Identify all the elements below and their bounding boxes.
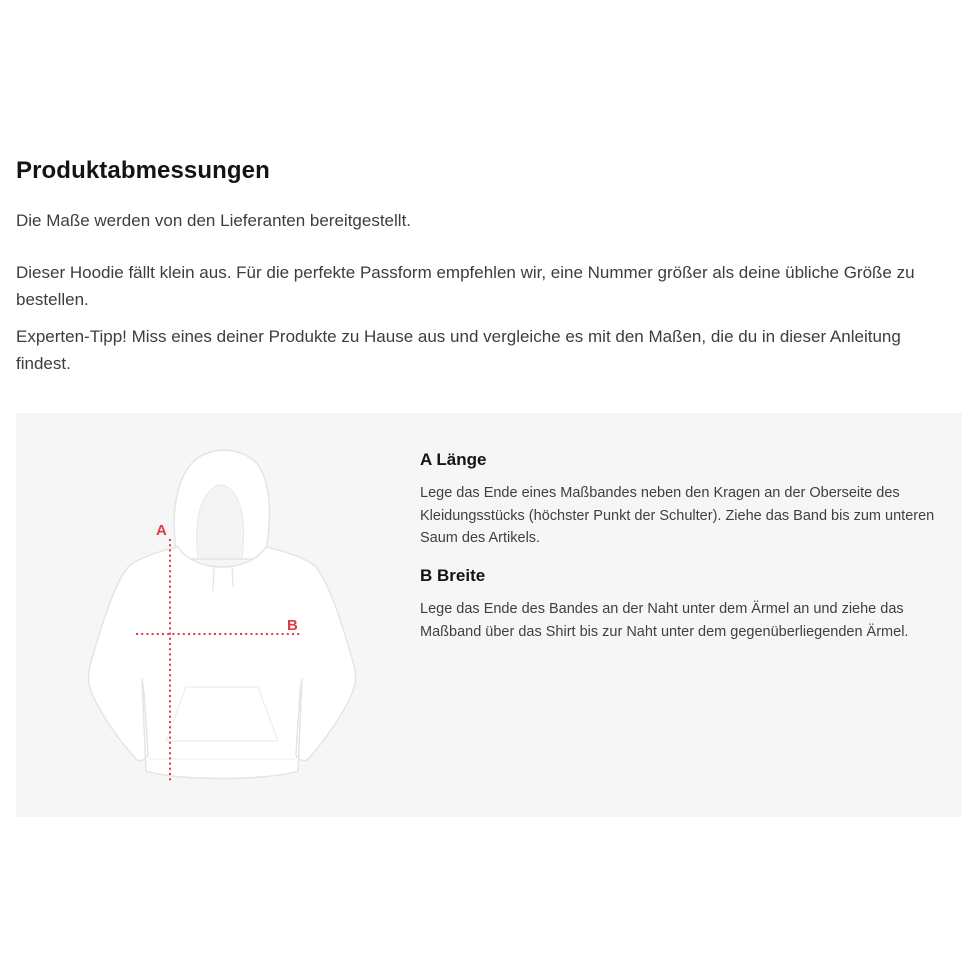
- measurement-width: [420, 566, 945, 643]
- hoodie-diagram: [82, 441, 362, 791]
- drawstring-left: [213, 565, 214, 591]
- measurement-title: A Länge: [420, 450, 487, 469]
- label-b: B: [287, 617, 298, 634]
- drawstring-right: [232, 565, 233, 587]
- page-title: Produktabmessungen: [16, 157, 270, 184]
- supplier-note: Die Maße werden von den Lieferanten bereitgestellt.: [16, 211, 412, 230]
- size-guide-panel: [16, 413, 962, 817]
- measurement-description: Lege das Ende eines Maßbandes neben den Kragen an der Oberseite des Kleidungsstücks (höchster Punkt der Schulter). Ziehe das Band bis zum unteren Saum des Artikels.: [420, 485, 935, 546]
- expert-tip: Experten-Tipp! Miss eines deiner Produkte zu Hause aus und vergleiche es mit den Maßen, die du in dieser Anleitung findest.: [16, 327, 901, 373]
- measurement-length: [420, 450, 945, 550]
- hoodie-body: [88, 547, 355, 779]
- measurement-description: Lege das Ende des Bandes an der Naht unter dem Ärmel an und ziehe das Maßband über das Shirt bis zur Naht unter dem gegenüberliegenden Ärmel.: [420, 601, 909, 640]
- fit-note: Dieser Hoodie fällt klein aus. Für die perfekte Passform empfehlen wir, eine Nummer größer als deine übliche Größe zu bestellen.: [16, 263, 915, 309]
- measurement-title: B Breite: [420, 566, 486, 585]
- label-a: A: [156, 522, 167, 539]
